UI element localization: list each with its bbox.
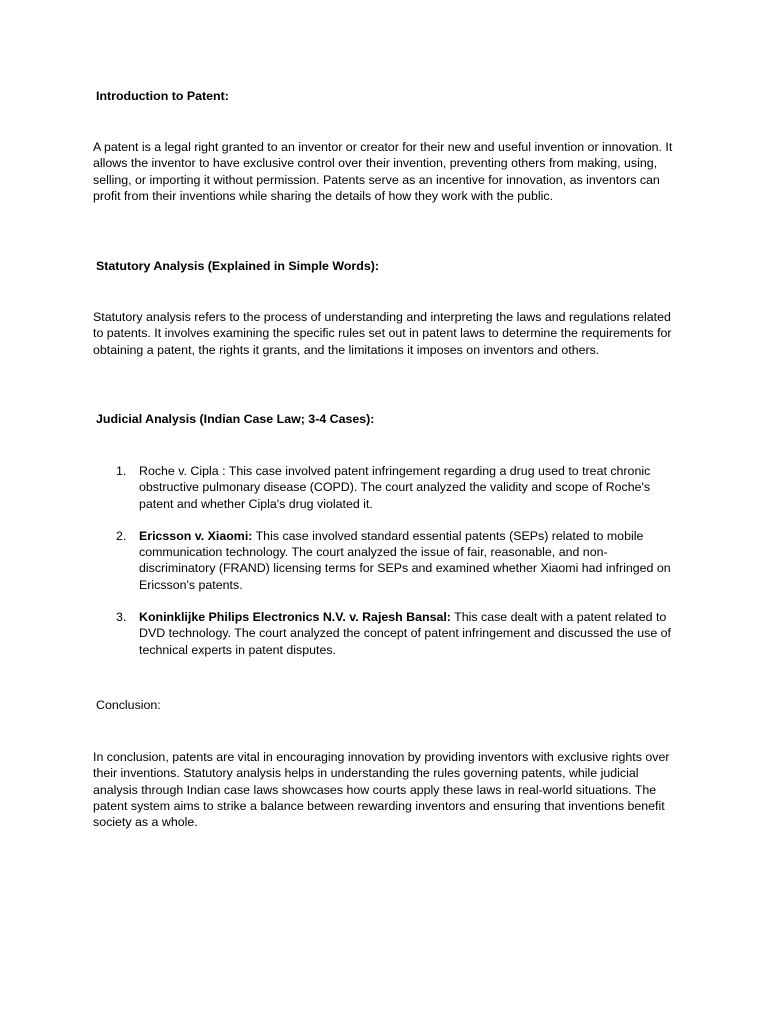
intro-heading: Introduction to Patent: [96, 89, 229, 103]
case-description: This case involved standard essential patents (SEPs) related to mobile communication technology. The court analyzed the issue of fair, reasonable, and non-discriminatory (FRAND) licensing terms for SEPs and examined whether Xiaomi had infringed on Ericsson's patents. [139, 528, 671, 592]
intro-paragraph: A patent is a legal right granted to an inventor or creator for their new and useful invention or innovation. It allows the inventor to have exclusive control over their invention, preventing others from making, using, selling, or importing it without permission. Patents serve as an incentive for innovation, as inventors can profit from their inventions while sharing the details of how they work with the public. [93, 140, 673, 203]
statutory-heading: Statutory Analysis (Explained in Simple Words): [96, 259, 379, 273]
case-number: 3. [116, 610, 127, 625]
case-item [116, 463, 678, 512]
case-number: 2. [116, 528, 127, 543]
judicial-heading: Judicial Analysis (Indian Case Law; 3-4 Cases): [96, 412, 375, 426]
case-description: This case involved patent infringement regarding a drug used to treat chronic obstructive pulmonary disease (COPD). The court analyzed the validity and scope of Roche's patent and whether Cipla's drug violated it. [139, 464, 651, 511]
case-name: Koninklijke Philips Electronics N.V. v. Rajesh Bansal: [139, 610, 451, 625]
case-item [116, 528, 678, 593]
case-name: Roche v. Cipla : [139, 464, 226, 478]
case-name: Ericsson v. Xiaomi: [139, 528, 253, 543]
case-list [116, 463, 678, 658]
case-item [116, 609, 678, 658]
conclusion-heading: Conclusion: [96, 698, 161, 712]
statutory-paragraph: Statutory analysis refers to the process of understanding and interpreting the laws and regulations related to patents. It involves examining the specific rules set out in patent laws to determine the requirements for obtaining a patent, the rights it grants, and the limitations it imposes on inventors and others. [93, 310, 672, 357]
case-number: 1. [116, 464, 127, 478]
conclusion-paragraph: In conclusion, patents are vital in encouraging innovation by providing inventors with exclusive rights over their inventions. Statutory analysis helps in understanding the rules governing patents, while judicial analysis through Indian case laws showcases how courts apply these laws in real-world situations. The patent system aims to strike a balance between rewarding inventors and ensuring that inventions benefit society as a whole. [93, 750, 670, 830]
case-description: This case dealt with a patent related to DVD technology. The court analyzed the concept of patent infringement and discussed the use of technical experts in patent disputes. [139, 610, 671, 657]
